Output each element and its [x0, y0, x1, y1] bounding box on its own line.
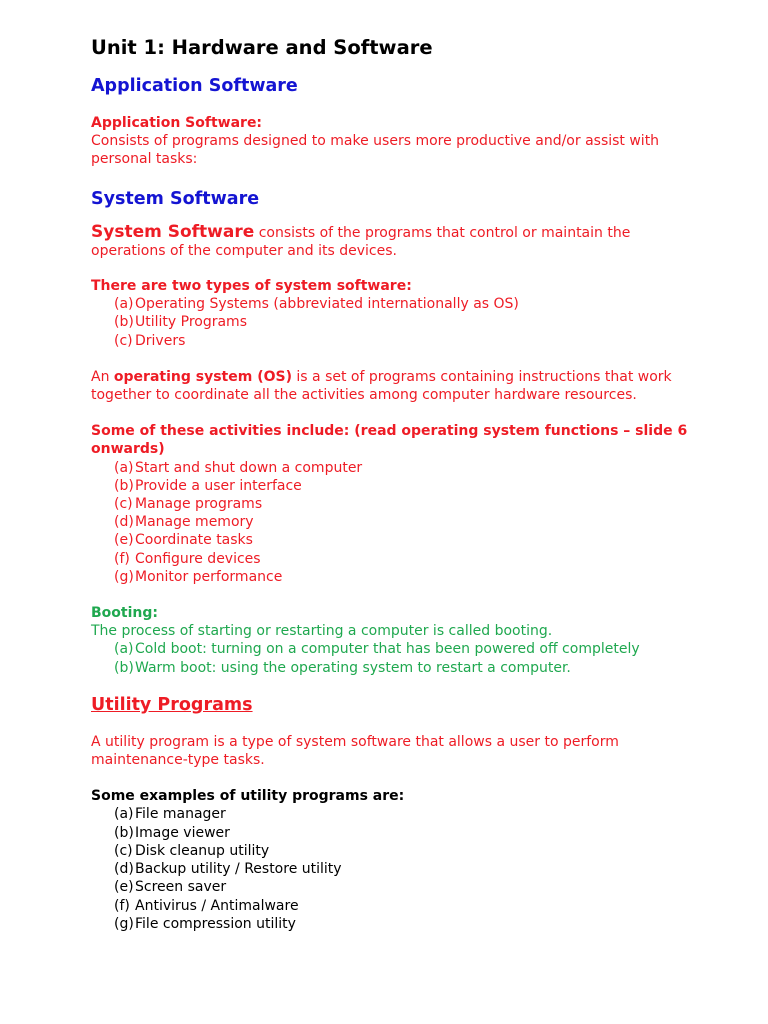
activities-list: [91, 459, 768, 586]
system-software-text: consists of the programs that control or maintain the operations of the computer and its devices.: [91, 224, 631, 259]
list-item: (f) Configure devices: [114, 550, 261, 567]
booting-list: [91, 640, 768, 676]
system-software-types-label: There are two types of system software:: [91, 278, 412, 295]
list-item: (c) Disk cleanup utility: [114, 842, 270, 859]
list-item: (f) Antivirus / Antimalware: [114, 897, 299, 914]
list-item: (e) Screen saver: [114, 879, 227, 896]
heading-application-software: Application Software: [91, 76, 298, 96]
list-item: (g) Monitor performance: [114, 568, 283, 585]
list-item: (a) Cold boot: turning on a computer that has been powered off completely: [114, 641, 640, 658]
list-item: (a) Operating Systems (abbreviated internationally as OS): [114, 296, 519, 313]
activities-label: Some of these activities include: (read operating system functions – slide 6 onwards): [91, 423, 688, 458]
booting-label: Booting:: [91, 605, 158, 622]
list-item: (a) File manager: [114, 806, 226, 823]
utility-examples-label: Some examples of utility programs are:: [91, 788, 405, 805]
system-software-types-list: [91, 295, 768, 350]
application-software-label: Application Software:: [91, 115, 263, 131]
system-software-lead: System Software: [91, 221, 255, 242]
utility-examples-list: [91, 805, 768, 932]
heading-system-software: System Software: [91, 188, 260, 209]
list-item: (b) Provide a user interface: [114, 477, 302, 494]
heading-utility-programs: Utility Programs: [91, 694, 253, 715]
list-item: (c) Manage programs: [114, 496, 263, 513]
list-item: (b) Warm boot: using the operating system to restart a computer.: [114, 659, 571, 676]
list-item: (e) Coordinate tasks: [114, 532, 253, 549]
operating-system-term: operating system (OS): [113, 368, 292, 385]
list-item: (b) Utility Programs: [114, 314, 247, 331]
document-title: Unit 1: Hardware and Software: [91, 36, 433, 59]
booting-text: The process of starting or restarting a computer is called booting.: [91, 623, 553, 640]
list-item: (a) Start and shut down a computer: [114, 459, 363, 476]
utility-programs-text: A utility program is a type of system software that allows a user to perform maintenance-type tasks.: [91, 733, 619, 769]
operating-system-paragraph: An operating system (OS) is a set of programs containing instructions that work together to coordinate all the activities among computer hardware resources.: [91, 368, 672, 404]
list-item: (d) Backup utility / Restore utility: [114, 861, 342, 878]
system-software-paragraph: [91, 223, 691, 260]
list-item: (c) Drivers: [114, 332, 186, 349]
list-item: (b) Image viewer: [114, 824, 230, 841]
list-item: (g) File compression utility: [114, 915, 296, 932]
list-item: (d) Manage memory: [114, 514, 254, 531]
application-software-text: Consists of programs designed to make users more productive and/or assist with personal tasks:: [91, 133, 660, 168]
